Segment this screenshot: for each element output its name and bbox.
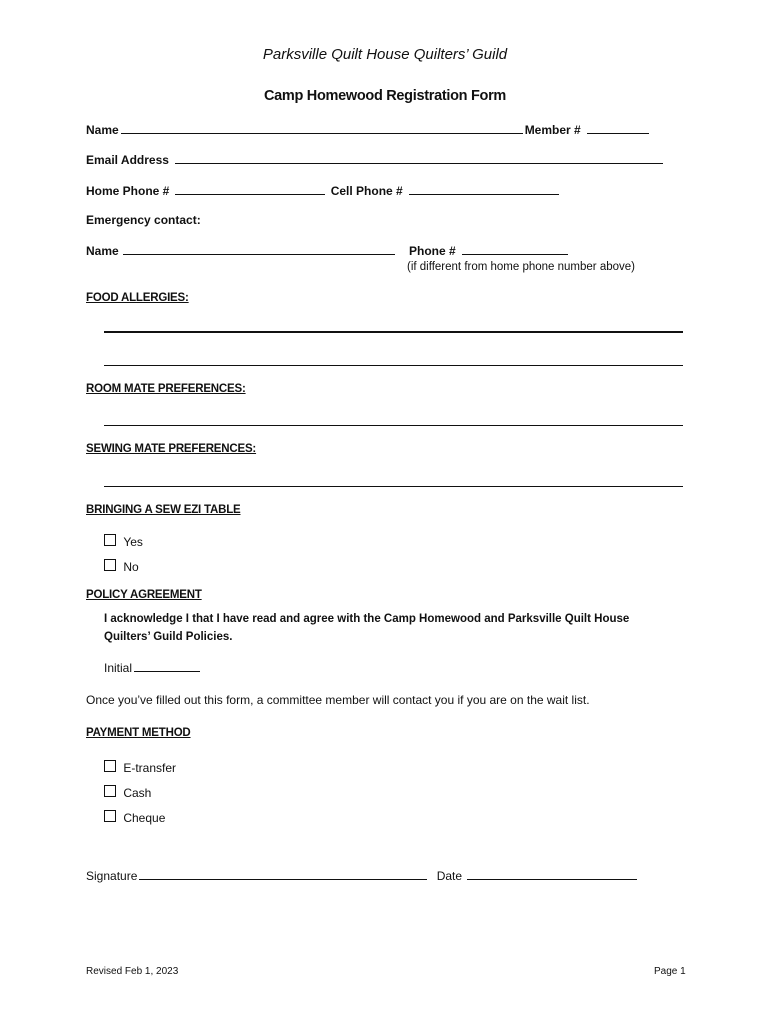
- initial-row: [104, 660, 202, 675]
- emergency-phone-field[interactable]: [462, 243, 568, 255]
- home-phone-label: Home Phone #: [86, 184, 170, 198]
- sew-ezi-no-label: No: [123, 560, 139, 574]
- date-label: Date: [436, 869, 463, 883]
- signature-label: Signature: [86, 869, 138, 883]
- policy-acknowledge-line-1: I acknowledge I that I have read and agree with the Camp Homewood and Parksville Quilt House: [104, 613, 630, 625]
- sewing-mate-heading: SEWING MATE PREFERENCES:: [86, 443, 257, 455]
- payment-cheque-option[interactable]: [104, 810, 165, 825]
- revised-date: Revised Feb 1, 2023: [86, 966, 179, 977]
- wait-list-note: Once you’ve filled out this form, a committee member will contact you if you are on the wait list.: [86, 693, 590, 707]
- food-allergies-line-1[interactable]: [104, 331, 683, 333]
- sew-ezi-yes-label: Yes: [123, 535, 143, 549]
- page-number: Page 1: [654, 966, 686, 977]
- signature-field[interactable]: [139, 868, 427, 880]
- checkbox-yes[interactable]: [104, 534, 116, 546]
- payment-cheque-label: Cheque: [123, 811, 166, 825]
- emergency-label: Emergency contact:: [86, 213, 201, 227]
- checkbox-no[interactable]: [104, 559, 116, 571]
- signature-row: [86, 868, 639, 883]
- food-allergies-line-2[interactable]: [104, 365, 683, 366]
- initial-label: Initial: [104, 661, 133, 675]
- room-mate-heading: ROOM MATE PREFERENCES:: [86, 383, 246, 395]
- email-field[interactable]: [175, 152, 663, 164]
- emergency-name-row: [86, 243, 397, 258]
- name-row: [86, 122, 651, 137]
- email-row: [86, 152, 665, 167]
- payment-heading: PAYMENT METHOD: [86, 727, 191, 739]
- phone-row: [86, 183, 561, 198]
- emergency-phone-row: [409, 243, 570, 258]
- form-title: Camp Homewood Registration Form: [263, 88, 507, 104]
- sew-ezi-no-option[interactable]: [104, 559, 139, 574]
- checkbox-etransfer[interactable]: [104, 760, 116, 772]
- sew-ezi-heading: BRINGING A SEW EZI TABLE: [86, 504, 241, 516]
- payment-cash-label: Cash: [123, 786, 152, 800]
- name-field[interactable]: [121, 122, 523, 134]
- name-label: Name: [86, 123, 119, 137]
- date-field[interactable]: [467, 868, 637, 880]
- emergency-phone-label: Phone #: [409, 244, 456, 258]
- member-label: Member #: [524, 123, 581, 137]
- checkbox-cheque[interactable]: [104, 810, 116, 822]
- email-label: Email Address: [86, 153, 169, 167]
- home-phone-field[interactable]: [175, 183, 325, 195]
- policy-heading: POLICY AGREEMENT: [86, 589, 202, 601]
- policy-acknowledge-line-2: Quilters’ Guild Policies.: [104, 631, 233, 643]
- cell-phone-label: Cell Phone #: [330, 184, 403, 198]
- emergency-phone-note: (if different from home phone number above): [407, 261, 635, 273]
- payment-etransfer-option[interactable]: [104, 760, 176, 775]
- sewing-mate-line[interactable]: [104, 486, 683, 487]
- food-allergies-heading: FOOD ALLERGIES:: [86, 292, 189, 304]
- sew-ezi-yes-option[interactable]: [104, 534, 143, 549]
- checkbox-cash[interactable]: [104, 785, 116, 797]
- room-mate-line[interactable]: [104, 425, 683, 426]
- payment-etransfer-label: E-transfer: [123, 761, 177, 775]
- guild-title: Parksville Quilt House Quilters’ Guild: [262, 46, 508, 63]
- payment-cash-option[interactable]: [104, 785, 151, 800]
- cell-phone-field[interactable]: [409, 183, 559, 195]
- initial-field[interactable]: [134, 660, 200, 672]
- emergency-name-label: Name: [86, 244, 119, 258]
- emergency-name-field[interactable]: [123, 243, 395, 255]
- member-field[interactable]: [587, 122, 649, 134]
